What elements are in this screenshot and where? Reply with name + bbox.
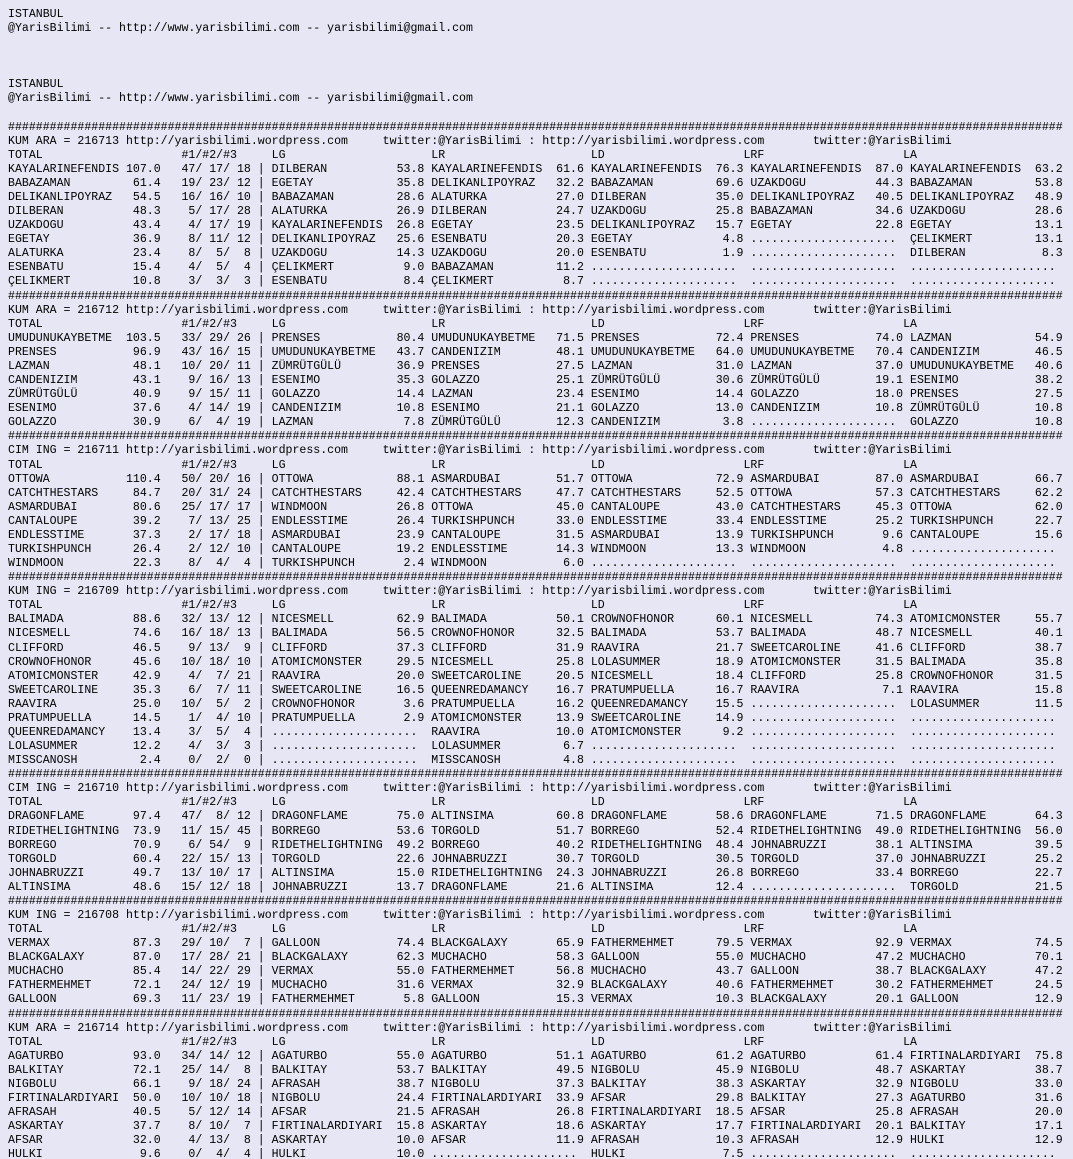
stat-row: FIRTINALARDIYARI 50.0 10/ 10/ 18 | NIGBOLU 24.4 FIRTINALARDIYARI 33.9 AFSAR 29.8 BALKITAY 27.3 AGATURBO 31.6	[8, 1092, 1063, 1106]
stat-row: ÇELIKMERT 10.8 3/ 3/ 3 | ESENBATU 8.4 ÇELIKMERT 8.7 ..................... ..................... .....................	[8, 275, 1063, 289]
header-contact: @YarisBilimi -- http://www.yarisbilimi.com -- yarisbilimi@gmail.com	[8, 92, 473, 106]
stat-row: UZAKDOGU 43.4 4/ 17/ 19 | KAYALARINEFENDIS 26.8 EGETAY 23.5 DELIKANLIPOYRAZ 15.7 EGETAY 22.8 EGETAY 13.1	[8, 219, 1063, 233]
stat-row: BORREGO 70.9 6/ 54/ 9 | RIDETHELIGHTNING 49.2 BORREGO 40.2 RIDETHELIGHTNING 48.4 JOHNABRUZZI 38.1 ALTINSIMA 39.5	[8, 838, 1063, 852]
section-title: KUM ARA = 216713 http://yarisbilimi.wordpress.com twitter:@YarisBilimi : http://yarisbilimi.wordpress.com twitter:@YarisBilimi	[8, 134, 952, 148]
file-header	[8, 8, 1073, 121]
stat-row: UMUDUNUKAYBETME 103.5 33/ 29/ 26 | PRENSES 80.4 UMUDUNUKAYBETME 71.5 PRENSES 72.4 PRENSES 74.0 LAZMAN 54.9	[8, 331, 1063, 345]
stat-row: ESENIMO 37.6 4/ 14/ 19 | CANDENIZIM 10.8 ESENIMO 21.1 GOLAZZO 13.0 CANDENIZIM 10.8 ZÜMRÜTGÜLÜ 10.8	[8, 402, 1063, 416]
stat-row: OTTOWA 110.4 50/ 20/ 16 | OTTOWA 88.1 ASMARDUBAI 51.7 OTTOWA 72.9 ASMARDUBAI 87.0 ASMARDUBAI 66.7	[8, 472, 1063, 486]
stat-row: PRATUMPUELLA 14.5 1/ 4/ 10 | PRATUMPUELLA 2.9 ATOMICMONSTER 13.9 SWEETCAROLINE 14.9 ..................... .....................	[8, 711, 1063, 725]
separator-line: ########################################################################################################################################################	[8, 430, 1063, 444]
stat-row: MUCHACHO 85.4 14/ 22/ 29 | VERMAX 55.0 FATHERMEHMET 56.8 MUCHACHO 43.7 GALLOON 38.7 BLACKGALAXY 47.2	[8, 965, 1063, 979]
stat-row: GOLAZZO 30.9 6/ 4/ 19 | LAZMAN 7.8 ZÜMRÜTGÜLÜ 12.3 CANDENIZIM 3.8 ..................... GOLAZZO 10.8	[8, 416, 1063, 430]
stat-row: VERMAX 87.3 29/ 10/ 7 | GALLOON 74.4 BLACKGALAXY 65.9 FATHERMEHMET 79.5 VERMAX 92.9 VERMAX 74.5	[8, 937, 1063, 951]
stat-row: DILBERAN 48.3 5/ 17/ 28 | ALATURKA 26.9 DILBERAN 24.7 UZAKDOGU 25.8 BABAZAMAN 34.6 UZAKDOGU 28.6	[8, 205, 1063, 219]
column-header: TOTAL #1/#2/#3 LG LR LD LRF LA	[8, 599, 917, 613]
stat-row: NICESMELL 74.6 16/ 18/ 13 | BALIMADA 56.5 CROWNOFHONOR 32.5 BALIMADA 53.7 BALIMADA 48.7 NICESMELL 40.1	[8, 627, 1063, 641]
column-header: TOTAL #1/#2/#3 LG LR LD LRF LA	[8, 1035, 917, 1049]
stat-row: DELIKANLIPOYRAZ 54.5 16/ 16/ 10 | BABAZAMAN 28.6 ALATURKA 27.0 DILBERAN 35.0 DELIKANLIPOYRAZ 40.5 DELIKANLIPOYRAZ 48.9	[8, 191, 1063, 205]
stat-row: ASMARDUBAI 80.6 25/ 17/ 17 | WINDMOON 26.8 OTTOWA 45.0 CANTALOUPE 43.0 CATCHTHESTARS 45.3 OTTOWA 62.0	[8, 500, 1063, 514]
stat-row: TORGOLD 60.4 22/ 15/ 13 | TORGOLD 22.6 JOHNABRUZZI 30.7 TORGOLD 30.5 TORGOLD 37.0 JOHNABRUZZI 25.2	[8, 852, 1063, 866]
stat-row: ZÜMRÜTGÜLÜ 40.9 9/ 15/ 11 | GOLAZZO 14.4 LAZMAN 23.4 ESENIMO 14.4 GOLAZZO 18.0 PRENSES 27.5	[8, 388, 1063, 402]
stat-row: BLACKGALAXY 87.0 17/ 28/ 21 | BLACKGALAXY 62.3 MUCHACHO 58.3 GALLOON 55.0 MUCHACHO 47.2 MUCHACHO 70.1	[8, 951, 1063, 965]
section-title: CIM ING = 216710 http://yarisbilimi.wordpress.com twitter:@YarisBilimi : http://yarisbilimi.wordpress.com twitter:@YarisBilimi	[8, 782, 952, 796]
stat-row: QUEENREDAMANCY 13.4 3/ 5/ 4 | ..................... RAAVIRA 10.0 ATOMICMONSTER 9.2 ..................... .....................	[8, 725, 1063, 739]
header-city: ISTANBUL	[8, 8, 64, 21]
stat-row: CLIFFORD 46.5 9/ 13/ 9 | CLIFFORD 37.3 CLIFFORD 31.9 RAAVIRA 21.7 SWEETCAROLINE 41.6 CLIFFORD 38.7	[8, 641, 1063, 655]
stat-row: GALLOON 69.3 11/ 23/ 19 | FATHERMEHMET 5.8 GALLOON 15.3 VERMAX 10.3 BLACKGALAXY 20.1 GALLOON 12.9	[8, 993, 1063, 1007]
separator-line: ########################################################################################################################################################	[8, 768, 1063, 782]
section-title: KUM ING = 216709 http://yarisbilimi.wordpress.com twitter:@YarisBilimi : http://yarisbilimi.wordpress.com twitter:@YarisBilimi	[8, 585, 952, 599]
header-contact: @YarisBilimi -- http://www.yarisbilimi.com -- yarisbilimi@gmail.com	[8, 22, 473, 36]
section-title: KUM ING = 216708 http://yarisbilimi.wordpress.com twitter:@YarisBilimi : http://yarisbilimi.wordpress.com twitter:@YarisBilimi	[8, 909, 952, 922]
separator-line: ########################################################################################################################################################	[8, 1007, 1063, 1021]
stat-row: BALKITAY 72.1 25/ 14/ 8 | BALKITAY 53.7 BALKITAY 49.5 NIGBOLU 45.9 NIGBOLU 48.7 ASKARTAY 38.7	[8, 1063, 1063, 1077]
stat-row: ASKARTAY 37.7 8/ 10/ 7 | FIRTINALARDIYARI 15.8 ASKARTAY 18.6 ASKARTAY 17.7 FIRTINALARDIYARI 20.1 BALKITAY 17.1	[8, 1120, 1063, 1134]
stat-row: BABAZAMAN 61.4 19/ 23/ 12 | EGETAY 35.8 DELIKANLIPOYRAZ 32.2 BABAZAMAN 69.6 UZAKDOGU 44.3 BABAZAMAN 53.8	[8, 176, 1063, 190]
separator-line: ########################################################################################################################################################	[8, 120, 1063, 134]
section-title: KUM ARA = 216714 http://yarisbilimi.wordpress.com twitter:@YarisBilimi : http://yarisbilimi.wordpress.com twitter:@YarisBilimi	[8, 1021, 952, 1035]
stat-row: KAYALARINEFENDIS 107.0 47/ 17/ 18 | DILBERAN 53.8 KAYALARINEFENDIS 61.6 KAYALARINEFENDIS 76.3 KAYALARINEFENDIS 87.0 KAYALARINEFENDIS 63.2	[8, 162, 1063, 176]
stat-row: NIGBOLU 66.1 9/ 18/ 24 | AFRASAH 38.7 NIGBOLU 37.3 BALKITAY 38.3 ASKARTAY 32.9 NIGBOLU 33.0	[8, 1077, 1063, 1091]
separator-line: ########################################################################################################################################################	[8, 571, 1063, 585]
column-header: TOTAL #1/#2/#3 LG LR LD LRF LA	[8, 148, 917, 162]
stat-row: LAZMAN 48.1 10/ 20/ 11 | ZÜMRÜTGÜLÜ 36.9 PRENSES 27.5 LAZMAN 31.0 LAZMAN 37.0 UMUDUNUKAYBETME 40.6	[8, 359, 1063, 373]
blank-line	[8, 50, 1073, 64]
stat-row: ALATURKA 23.4 8/ 5/ 8 | UZAKDOGU 14.3 UZAKDOGU 20.0 ESENBATU 1.9 ..................... DILBERAN 8.3	[8, 247, 1063, 261]
separator-line: ########################################################################################################################################################	[8, 894, 1063, 908]
stat-row: FATHERMEHMET 72.1 24/ 12/ 19 | MUCHACHO 31.6 VERMAX 32.9 BLACKGALAXY 40.6 FATHERMEHMET 30.2 FATHERMEHMET 24.5	[8, 979, 1063, 993]
header-city: ISTANBUL	[8, 78, 64, 92]
blank-line	[8, 64, 1073, 78]
stat-row: ENDLESSTIME 37.3 2/ 17/ 18 | ASMARDUBAI 23.9 CANTALOUPE 31.5 ASMARDUBAI 13.9 TURKISHPUNCH 9.6 CANTALOUPE 15.6	[8, 528, 1063, 542]
stat-row: PRENSES 96.9 43/ 16/ 15 | UMUDUNUKAYBETME 43.7 CANDENIZIM 48.1 UMUDUNUKAYBETME 64.0 UMUDUNUKAYBETME 70.4 CANDENIZIM 46.5	[8, 345, 1063, 359]
stat-row: CANDENIZIM 43.1 9/ 16/ 13 | ESENIMO 35.3 GOLAZZO 25.1 ZÜMRÜTGÜLÜ 30.6 ZÜMRÜTGÜLÜ 19.1 ESENIMO 38.2	[8, 374, 1063, 388]
stat-row: CROWNOFHONOR 45.6 10/ 18/ 10 | ATOMICMONSTER 29.5 NICESMELL 25.8 LOLASUMMER 18.9 ATOMICMONSTER 31.5 BALIMADA 35.8	[8, 655, 1063, 669]
stat-row: CATCHTHESTARS 84.7 20/ 31/ 24 | CATCHTHESTARS 42.4 CATCHTHESTARS 47.7 CATCHTHESTARS 52.5 OTTOWA 57.3 CATCHTHESTARS 62.2	[8, 486, 1063, 500]
blank-line	[8, 107, 1073, 121]
stat-row: ATOMICMONSTER 42.9 4/ 7/ 21 | RAAVIRA 20.0 SWEETCAROLINE 20.5 NICESMELL 18.4 CLIFFORD 25.8 CROWNOFHONOR 31.5	[8, 669, 1063, 683]
stat-row: SWEETCAROLINE 35.3 6/ 7/ 11 | SWEETCAROLINE 16.5 QUEENREDAMANCY 16.7 PRATUMPUELLA 16.7 RAAVIRA 7.1 RAAVIRA 15.8	[8, 683, 1063, 697]
report-body	[8, 121, 1073, 1159]
separator-line: ########################################################################################################################################################	[8, 289, 1063, 303]
stat-row: CANTALOUPE 39.2 7/ 13/ 25 | ENDLESSTIME 26.4 TURKISHPUNCH 33.0 ENDLESSTIME 33.4 ENDLESSTIME 25.2 TURKISHPUNCH 22.7	[8, 514, 1063, 528]
stat-row: TURKISHPUNCH 26.4 2/ 12/ 10 | CANTALOUPE 19.2 ENDLESSTIME 14.3 WINDMOON 13.3 WINDMOON 4.8 .....................	[8, 542, 1063, 556]
stat-row: EGETAY 36.9 8/ 11/ 12 | DELIKANLIPOYRAZ 25.6 ESENBATU 20.3 EGETAY 4.8 ..................... ÇELIKMERT 13.1	[8, 233, 1063, 247]
column-header: TOTAL #1/#2/#3 LG LR LD LRF LA	[8, 923, 917, 937]
stat-row: WINDMOON 22.3 8/ 4/ 4 | TURKISHPUNCH 2.4 WINDMOON 6.0 ..................... ..................... .....................	[8, 557, 1063, 571]
column-header: TOTAL #1/#2/#3 LG LR LD LRF LA	[8, 796, 917, 810]
stat-row: JOHNABRUZZI 49.7 13/ 10/ 17 | ALTINSIMA 15.0 RIDETHELIGHTNING 24.3 JOHNABRUZZI 26.8 BORREGO 33.4 BORREGO 22.7	[8, 866, 1063, 880]
stat-row: ESENBATU 15.4 4/ 5/ 4 | ÇELIKMERT 9.0 BABAZAMAN 11.2 ..................... ..................... .....................	[8, 261, 1063, 275]
blank-line	[8, 36, 1073, 50]
section-title: CIM ING = 216711 http://yarisbilimi.wordpress.com twitter:@YarisBilimi : http://yarisbilimi.wordpress.com twitter:@YarisBilimi	[8, 444, 952, 458]
stat-row: HULKI 9.6 0/ 4/ 4 | HULKI 10.0 ..................... HULKI 7.5 ..................... .....................	[8, 1148, 1063, 1159]
stat-row: AGATURBO 93.0 34/ 14/ 12 | AGATURBO 55.0 AGATURBO 51.1 AGATURBO 61.2 AGATURBO 61.4 FIRTINALARDIYARI 75.8	[8, 1049, 1063, 1063]
stat-row: ALTINSIMA 48.6 15/ 12/ 18 | JOHNABRUZZI 13.7 DRAGONFLAME 21.6 ALTINSIMA 12.4 ..................... TORGOLD 21.5	[8, 880, 1063, 894]
stat-row: RAAVIRA 25.0 10/ 5/ 2 | CROWNOFHONOR 3.6 PRATUMPUELLA 16.2 QUEENREDAMANCY 15.5 ..................... LOLASUMMER 11.5	[8, 697, 1063, 711]
stat-row: RIDETHELIGHTNING 73.9 11/ 15/ 45 | BORREGO 53.6 TORGOLD 51.7 BORREGO 52.4 RIDETHELIGHTNING 49.0 RIDETHELIGHTNING 56.0	[8, 824, 1063, 838]
stat-row: BALIMADA 88.6 32/ 13/ 12 | NICESMELL 62.9 BALIMADA 50.1 CROWNOFHONOR 60.1 NICESMELL 74.3 ATOMICMONSTER 55.7	[8, 613, 1063, 627]
column-header: TOTAL #1/#2/#3 LG LR LD LRF LA	[8, 458, 917, 472]
stat-row: AFRASAH 40.5 5/ 12/ 14 | AFSAR 21.5 AFRASAH 26.8 FIRTINALARDIYARI 18.5 AFSAR 25.8 AFRASAH 20.0	[8, 1106, 1063, 1120]
stat-row: DRAGONFLAME 97.4 47/ 8/ 12 | DRAGONFLAME 75.0 ALTINSIMA 60.8 DRAGONFLAME 58.6 DRAGONFLAME 71.5 DRAGONFLAME 64.3	[8, 810, 1063, 824]
stat-row: LOLASUMMER 12.2 4/ 3/ 3 | ..................... LOLASUMMER 6.7 ..................... ..................... .....................	[8, 740, 1063, 754]
stat-row: AFSAR 32.0 4/ 13/ 8 | ASKARTAY 10.0 AFSAR 11.9 AFRASAH 10.3 AFRASAH 12.9 HULKI 12.9	[8, 1134, 1063, 1148]
column-header: TOTAL #1/#2/#3 LG LR LD LRF LA	[8, 317, 917, 331]
section-title: KUM ARA = 216712 http://yarisbilimi.wordpress.com twitter:@YarisBilimi : http://yarisbilimi.wordpress.com twitter:@YarisBilimi	[8, 303, 952, 317]
stat-row: MISSCANOSH 2.4 0/ 2/ 0 | ..................... MISSCANOSH 4.8 ..................... ..................... .....................	[8, 754, 1063, 768]
